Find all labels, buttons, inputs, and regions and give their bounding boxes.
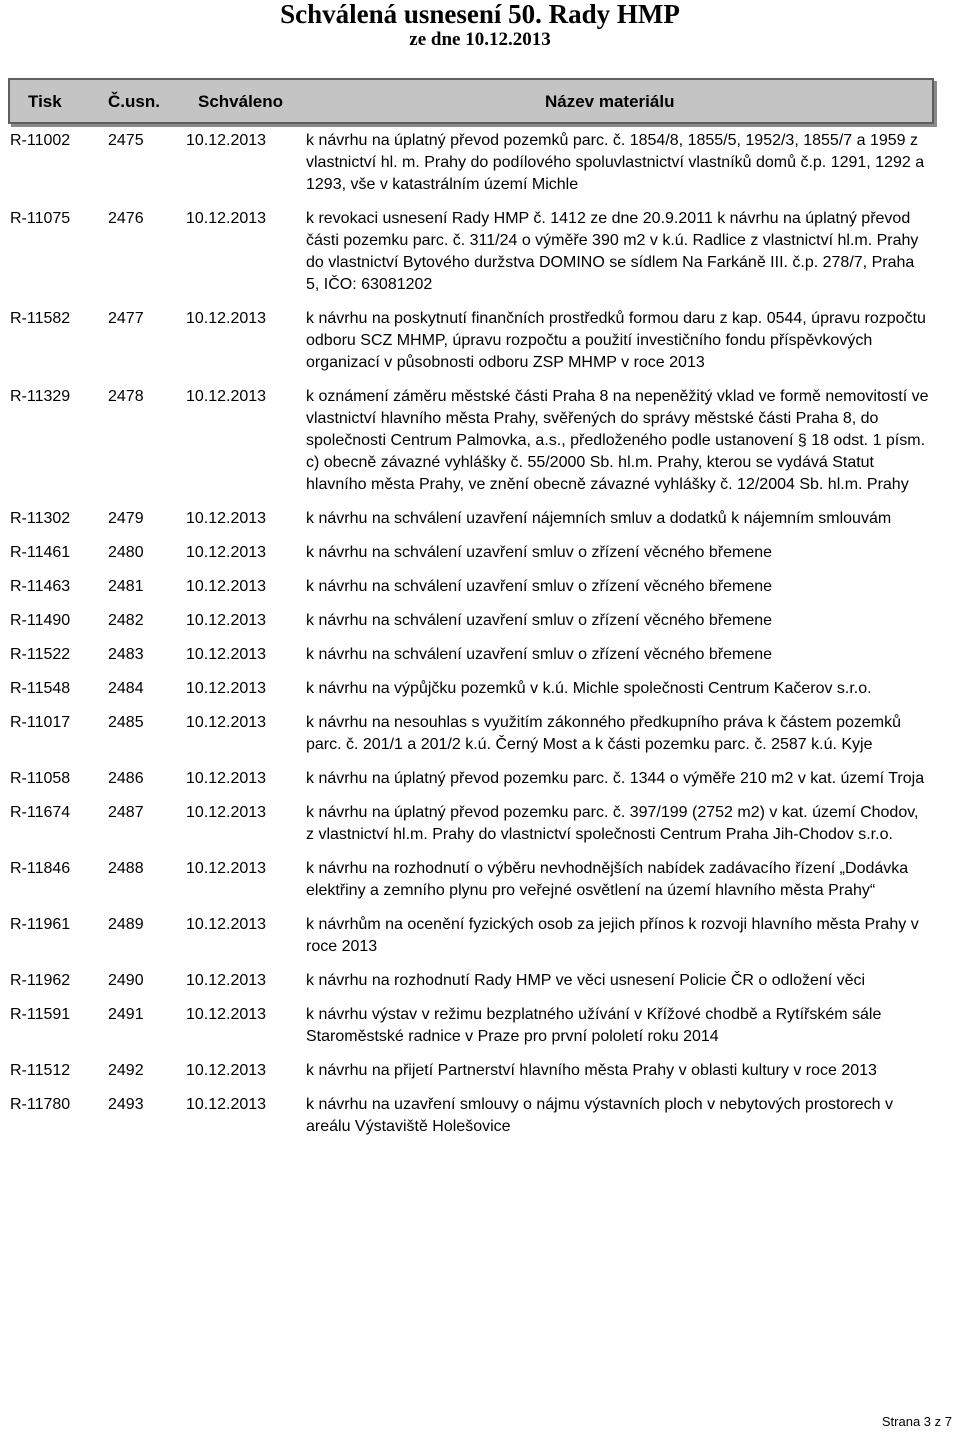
row-tisk: R-11075 [10, 210, 71, 227]
row-cusn: 2489 [108, 916, 144, 933]
table-row [10, 1004, 930, 1048]
row-nazev: k návrhu na schválení uzavření smluv o zřízení věcného břemene [306, 612, 773, 629]
table-row [10, 576, 930, 598]
table-row [10, 914, 930, 958]
row-date: 10.12.2013 [186, 804, 267, 821]
column-header-tisk: Tisk [28, 92, 62, 111]
row-tisk: R-11591 [10, 1006, 71, 1023]
row-nazev: k návrhu na úplatný převod pozemku parc. č. 1344 o výměře 210 m2 v kat. území Troja [306, 770, 925, 787]
row-date: 10.12.2013 [186, 578, 267, 595]
row-nazev: k návrhu na úplatný převod pozemku parc. č. 397/199 (2752 m2) v kat. území Chodov, z vlastnictví hl.m. Prahy do vlastnictví společnosti Centrum Praha Jih-Chodov s.r.o. [306, 804, 919, 843]
row-tisk: R-11780 [10, 1096, 71, 1113]
row-cusn: 2487 [108, 804, 144, 821]
row-tisk: R-11548 [10, 680, 71, 697]
page-subtitle: ze dne 10.12.2013 [409, 29, 551, 50]
row-cusn: 2484 [108, 680, 144, 697]
row-cusn: 2490 [108, 972, 144, 989]
row-nazev: k návrhům na ocenění fyzických osob za jejich přínos k rozvoji hlavního města Prahy v roce 2013 [306, 916, 919, 955]
row-cusn: 2482 [108, 612, 144, 629]
row-date: 10.12.2013 [186, 714, 267, 731]
table-row [10, 712, 930, 756]
row-cusn: 2478 [108, 388, 144, 405]
row-date: 10.12.2013 [186, 916, 267, 933]
row-cusn: 2485 [108, 714, 144, 731]
row-nazev: k návrhu na schválení uzavření smluv o zřízení věcného břemene [306, 578, 773, 595]
row-date: 10.12.2013 [186, 680, 267, 697]
row-tisk: R-11674 [10, 804, 71, 821]
row-nazev: k oznámení záměru městské části Praha 8 na nepeněžitý vklad ve formě nemovitostí ve vlastnictví hlavního města Prahy, svěřených do správy městské části Praha 8, do společnosti Centrum Palmovka, a.s., předloženého podle ustanovení § 18 odst. 1 písm. c) obecně závazné vyhlášky č. 55/2000 Sb. hl.m. Prahy, kterou se vydává Statut hlavního města Prahy, ve znění obecně závazné vyhlášky č. 12/2004 Sb. hl.m. Prahy [306, 388, 929, 493]
row-nazev: k návrhu na schválení uzavření nájemních smluv a dodatků k nájemním smlouvám [306, 510, 892, 527]
row-tisk: R-11961 [10, 916, 71, 933]
row-cusn: 2492 [108, 1062, 144, 1079]
row-tisk: R-11302 [10, 510, 71, 527]
table-row [10, 768, 930, 790]
row-tisk: R-11329 [10, 388, 71, 405]
row-date: 10.12.2013 [186, 1096, 267, 1113]
row-tisk: R-11512 [10, 1062, 71, 1079]
table-row [10, 308, 930, 374]
table-header [8, 78, 934, 124]
row-tisk: R-11846 [10, 860, 71, 877]
row-nazev: k návrhu na úplatný převod pozemků parc. č. 1854/8, 1855/5, 1952/3, 1855/7 a 1959 z vlastnictví hl. m. Prahy do podílového spoluvlastnictví vlastníků domů č.p. 1291, 1292 a 1293, vše v katastrálním území Michle [306, 132, 925, 193]
row-date: 10.12.2013 [186, 612, 267, 629]
row-cusn: 2479 [108, 510, 144, 527]
row-date: 10.12.2013 [186, 510, 267, 527]
table-row [10, 610, 930, 632]
table-row [10, 130, 930, 196]
row-cusn: 2480 [108, 544, 144, 561]
row-tisk: R-11522 [10, 646, 71, 663]
table-row [10, 678, 930, 700]
row-tisk: R-11017 [10, 714, 71, 731]
row-date: 10.12.2013 [186, 770, 267, 787]
row-cusn: 2476 [108, 210, 144, 227]
table-row [10, 542, 930, 564]
row-cusn: 2481 [108, 578, 144, 595]
row-tisk: R-11490 [10, 612, 71, 629]
table-row [10, 644, 930, 666]
table-row [10, 386, 930, 496]
row-date: 10.12.2013 [186, 1062, 267, 1079]
row-tisk: R-11461 [10, 544, 71, 561]
row-nazev: k návrhu na schválení uzavření smluv o zřízení věcného břemene [306, 646, 773, 663]
row-nazev: k návrhu na rozhodnutí o výběru nevhodnějších nabídek zadávacího řízení „Dodávka elektřiny a zemního plynu pro veřejné osvětlení na území hlavního města Prahy“ [306, 860, 909, 899]
row-cusn: 2477 [108, 310, 144, 327]
row-date: 10.12.2013 [186, 860, 267, 877]
row-nazev: k návrhu na rozhodnutí Rady HMP ve věci usnesení Policie ČR o odložení věci [306, 972, 866, 989]
row-date: 10.12.2013 [186, 972, 267, 989]
table-row [10, 970, 930, 992]
row-nazev: k návrhu výstav v režimu bezplatného užívání v Křížové chodbě a Rytířském sále Staroměstské radnice v Praze pro první pololetí roku 2014 [306, 1006, 882, 1045]
row-cusn: 2475 [108, 132, 144, 149]
row-cusn: 2488 [108, 860, 144, 877]
page-title: Schválená usnesení 50. Rady HMP [280, 0, 680, 29]
row-cusn: 2483 [108, 646, 144, 663]
column-header-schvaleno: Schváleno [198, 92, 284, 111]
table-row [10, 208, 930, 296]
row-nazev: k návrhu na nesouhlas s využitím zákonného předkupního práva k částem pozemků parc. č. 201/1 a 201/2 k.ú. Černý Most a k části pozemku parc. č. 2587 k.ú. Kyje [306, 714, 901, 753]
column-header-cusn: Č.usn. [108, 92, 160, 111]
table-row [10, 858, 930, 902]
column-header-nazev: Název materiálu [545, 92, 675, 111]
row-date: 10.12.2013 [186, 210, 267, 227]
row-cusn: 2493 [108, 1096, 144, 1113]
table-row [10, 508, 930, 530]
row-date: 10.12.2013 [186, 544, 267, 561]
row-date: 10.12.2013 [186, 310, 267, 327]
table-row [10, 1094, 930, 1138]
row-nazev: k návrhu na schválení uzavření smluv o zřízení věcného břemene [306, 544, 773, 561]
row-nazev: k návrhu na poskytnutí finančních prostředků formou daru z kap. 0544, úpravu rozpočtu odboru SCZ MHMP, úpravu rozpočtu a použití investičního fondu příspěvkových organizací v působnosti odboru ZSP MHMP v roce 2013 [306, 310, 926, 371]
row-date: 10.12.2013 [186, 646, 267, 663]
row-cusn: 2491 [108, 1006, 144, 1023]
row-tisk: R-11582 [10, 310, 71, 327]
row-nazev: k návrhu na přijetí Partnerství hlavního města Prahy v oblasti kultury v roce 2013 [306, 1062, 877, 1079]
row-date: 10.12.2013 [186, 388, 267, 405]
document-title [0, 0, 960, 52]
row-nazev: k návrhu na uzavření smlouvy o nájmu výstavních ploch v nebytových prostorech v areálu Výstaviště Holešovice [306, 1096, 893, 1135]
row-tisk: R-11058 [10, 770, 71, 787]
resolutions-table [10, 130, 930, 1150]
row-date: 10.12.2013 [186, 132, 267, 149]
row-nazev: k revokaci usnesení Rady HMP č. 1412 ze dne 20.9.2011 k návrhu na úplatný převod části pozemku parc. č. 311/24 o výměře 390 m2 v k.ú. Radlice z vlastnictví hl.m. Prahy do vlastnictví Bytového duržstva DOMINO se sídlem Na Farkáně III. č.p. 278/7, Praha 5, IČO: 63081202 [306, 210, 919, 293]
row-tisk: R-11002 [10, 132, 71, 149]
table-row [10, 1060, 930, 1082]
row-date: 10.12.2013 [186, 1006, 267, 1023]
row-cusn: 2486 [108, 770, 144, 787]
row-tisk: R-11463 [10, 578, 71, 595]
row-nazev: k návrhu na výpůjčku pozemků v k.ú. Michle společnosti Centrum Kačerov s.r.o. [306, 680, 872, 697]
row-tisk: R-11962 [10, 972, 71, 989]
page-number: Strana 3 z 7 [881, 1414, 952, 1429]
table-row [10, 802, 930, 846]
